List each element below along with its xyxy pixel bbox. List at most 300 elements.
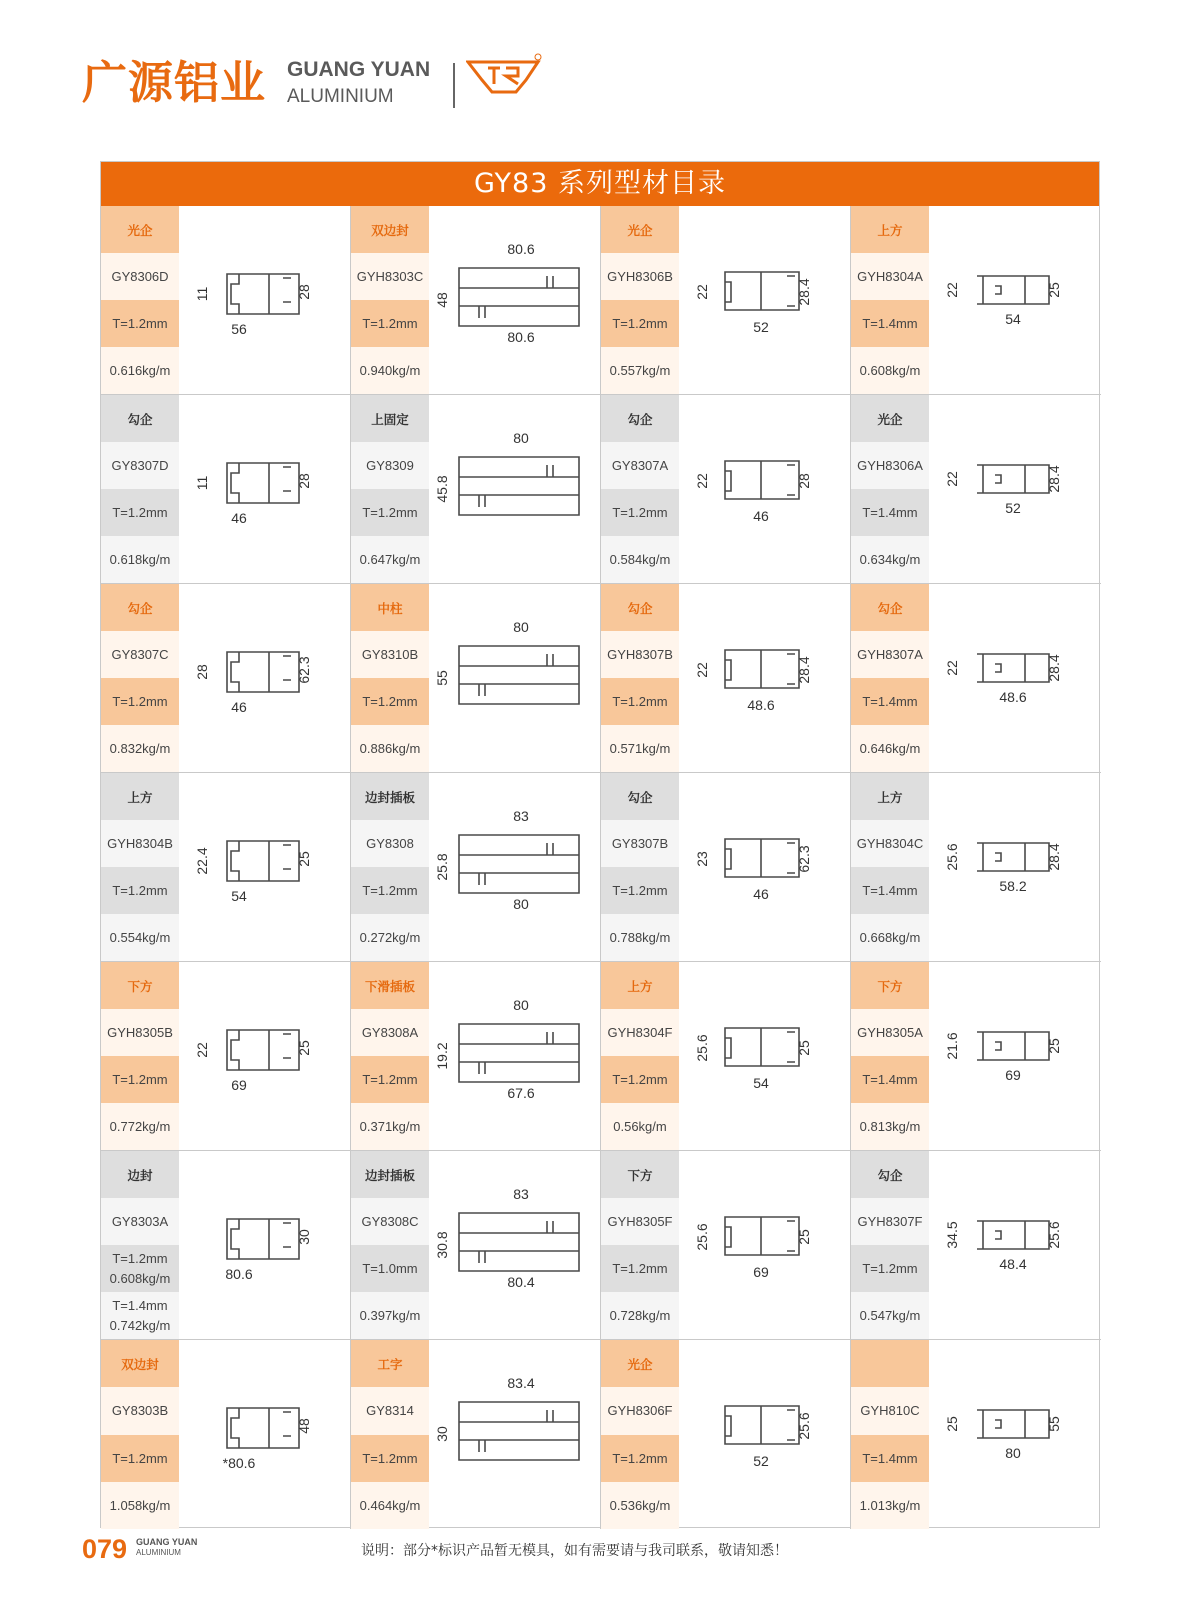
dimension-label: *80.6 <box>222 1455 256 1471</box>
profile-thickness: T=1.2mm <box>351 1435 429 1482</box>
profile-thickness: T=1.4mm <box>851 489 929 536</box>
profile-thickness: T=1.2mm <box>101 678 179 725</box>
profile-code: GY8307A <box>601 442 679 489</box>
profile-name: 勾企 <box>851 1151 929 1198</box>
dimension-label: 48 <box>296 1418 312 1434</box>
profile-code: GYH8304C <box>851 820 929 867</box>
profile-code: GYH8307A <box>851 631 929 678</box>
profile-card <box>851 1340 1101 1529</box>
brand-name-cn: 广源铝业 <box>82 56 267 109</box>
profile-card <box>601 962 851 1151</box>
profile-thickness: T=1.2mm <box>601 489 679 536</box>
profile-code: GY8307C <box>101 631 179 678</box>
profile-code: GY8310B <box>351 631 429 678</box>
dimension-label: 25 <box>796 1229 812 1245</box>
profile-section-diagram <box>679 962 851 1150</box>
profile-info <box>351 1340 429 1529</box>
profile-name: 下方 <box>851 962 929 1009</box>
dimension-label: 80.6 <box>507 329 535 345</box>
profile-outline <box>227 1408 299 1448</box>
dimension-label: 23 <box>694 851 710 867</box>
profile-outline <box>459 268 579 326</box>
profile-drawing <box>429 962 600 1150</box>
profile-outline <box>227 652 299 692</box>
profile-card <box>851 584 1101 773</box>
profile-weight: 0.571kg/m <box>601 725 679 772</box>
profile-thickness: T=1.2mm <box>351 1056 429 1103</box>
profile-drawing <box>179 395 350 583</box>
dimension-label: 69 <box>753 1264 769 1280</box>
profile-section-diagram <box>679 1151 851 1339</box>
dimension-label: 80 <box>513 619 529 635</box>
profile-thickness-alt: T=1.4mm <box>112 1297 168 1313</box>
profile-name: 双边封 <box>351 206 429 253</box>
dimension-label: 83 <box>513 1186 529 1202</box>
profile-card <box>601 1151 851 1340</box>
profile-info <box>601 1151 679 1339</box>
dimension-label: 48.6 <box>999 689 1027 705</box>
profile-info <box>101 1340 179 1529</box>
profile-outline <box>725 461 799 499</box>
profile-drawing <box>429 1151 600 1339</box>
dimension-label: 22.4 <box>194 847 210 875</box>
profile-info <box>101 1151 179 1339</box>
dimension-label: 25.6 <box>694 1034 710 1062</box>
dimension-label: 28 <box>296 473 312 489</box>
profile-code: GY8308A <box>351 1009 429 1056</box>
profile-card <box>351 773 601 962</box>
profile-thickness: T=1.2mm <box>112 1250 168 1266</box>
profile-card <box>601 773 851 962</box>
dimension-label: 54 <box>1005 311 1021 327</box>
dimension-label: 28.4 <box>1046 843 1062 871</box>
profile-section-diagram <box>679 1340 851 1528</box>
profile-outline <box>725 1406 799 1444</box>
profile-section-diagram <box>179 584 351 772</box>
profile-weight: 0.397kg/m <box>351 1292 429 1339</box>
profile-thickness: T=1.4mm <box>851 1056 929 1103</box>
profile-weight: 0.832kg/m <box>101 725 179 772</box>
dimension-label: 62.3 <box>296 656 312 684</box>
profile-name: 勾企 <box>101 395 179 442</box>
profile-weight: 0.886kg/m <box>351 725 429 772</box>
profile-card <box>851 1151 1101 1340</box>
profile-thickness: T=1.4mm <box>851 678 929 725</box>
profile-weight: 0.772kg/m <box>101 1103 179 1150</box>
profile-outline <box>227 1030 299 1070</box>
profile-weight: 0.647kg/m <box>351 536 429 583</box>
profile-code: GY8303A <box>101 1198 179 1245</box>
profile-weight: 0.634kg/m <box>851 536 929 583</box>
profile-info <box>601 1340 679 1529</box>
profile-section-diagram <box>429 206 601 394</box>
profile-section-diagram <box>929 584 1101 772</box>
footer-brand-sub: ALUMINIUM <box>136 1548 181 1557</box>
profile-code: GYH8307F <box>851 1198 929 1245</box>
dimension-label: 25.6 <box>1046 1221 1062 1249</box>
dimension-label: 52 <box>753 1453 769 1469</box>
dimension-label: 22 <box>694 473 710 489</box>
profile-drawing <box>679 1151 850 1339</box>
profile-drawing <box>679 206 850 394</box>
profile-code: GY8308C <box>351 1198 429 1245</box>
profile-section-diagram <box>929 1340 1101 1528</box>
profile-code: GY8303B <box>101 1387 179 1434</box>
profile-section-diagram <box>679 395 851 583</box>
dimension-label: 22 <box>944 660 960 676</box>
profile-code: GYH8305F <box>601 1198 679 1245</box>
dimension-label: 28.4 <box>796 656 812 684</box>
profile-weight: 0.536kg/m <box>601 1482 679 1529</box>
profile-weight: 0.554kg/m <box>101 914 179 961</box>
profile-outline <box>977 276 1049 304</box>
profile-outline <box>977 843 1049 871</box>
profile-info <box>351 395 429 583</box>
profile-weight: 0.464kg/m <box>351 1482 429 1529</box>
dimension-label: 28 <box>796 473 812 489</box>
profile-card <box>851 395 1101 584</box>
dimension-label: 34.5 <box>944 1221 960 1249</box>
dimension-label: 80.6 <box>507 241 535 257</box>
profile-thickness: T=1.2mm <box>601 867 679 914</box>
profile-drawing <box>179 962 350 1150</box>
profile-code: GYH8304F <box>601 1009 679 1056</box>
dimension-label: 22 <box>944 282 960 298</box>
profile-section-diagram <box>179 962 351 1150</box>
profile-section-diagram <box>929 206 1101 394</box>
profile-section-diagram <box>929 962 1101 1150</box>
profile-card <box>851 962 1101 1151</box>
profile-outline <box>977 1221 1049 1249</box>
profile-name: 光企 <box>101 206 179 253</box>
profile-card <box>351 1340 601 1529</box>
profile-outline <box>459 1402 579 1460</box>
profile-spec-1 <box>101 1245 179 1292</box>
profile-thickness: T=1.2mm <box>101 867 179 914</box>
profile-grid <box>101 206 1099 1529</box>
profile-section-diagram <box>929 395 1101 583</box>
profile-weight: 0.728kg/m <box>601 1292 679 1339</box>
dimension-label: 69 <box>1005 1067 1021 1083</box>
profile-drawing <box>179 1340 350 1529</box>
profile-info <box>851 1151 929 1339</box>
profile-card <box>351 206 601 395</box>
profile-card <box>351 962 601 1151</box>
profile-name: 勾企 <box>601 773 679 820</box>
footer-brand: GUANG YUAN <box>136 1537 198 1547</box>
dimension-label: 28.4 <box>796 278 812 306</box>
logo-divider <box>453 63 455 108</box>
gy-logo-icon <box>466 52 546 102</box>
dimension-label: 46 <box>753 508 769 524</box>
profile-section-diagram <box>179 1340 351 1528</box>
profile-code: GYH8305B <box>101 1009 179 1056</box>
dimension-label: 19.2 <box>434 1042 450 1070</box>
profile-drawing <box>179 1151 350 1339</box>
dimension-label: 80 <box>513 430 529 446</box>
profile-thickness: T=1.4mm <box>851 1435 929 1482</box>
dimension-label: 56 <box>231 321 247 337</box>
dimension-label: 45.8 <box>434 475 450 503</box>
dimension-label: 80.6 <box>225 1266 253 1282</box>
profile-name: 上固定 <box>351 395 429 442</box>
profile-code: GYH8306F <box>601 1387 679 1434</box>
dimension-label: 83.4 <box>507 1375 535 1391</box>
profile-name: 边封插板 <box>351 773 429 820</box>
profile-outline <box>227 841 299 881</box>
profile-outline <box>227 1219 299 1259</box>
dimension-label: 30.8 <box>434 1231 450 1259</box>
dimension-label: 28.4 <box>1046 465 1062 493</box>
profile-name: 勾企 <box>101 584 179 631</box>
profile-weight: 0.940kg/m <box>351 347 429 394</box>
profile-section-diagram <box>429 962 601 1150</box>
dimension-label: 30 <box>296 1229 312 1245</box>
dimension-label: 83 <box>513 808 529 824</box>
profile-drawing <box>929 962 1101 1150</box>
profile-thickness: T=1.2mm <box>601 300 679 347</box>
brand-name-en-sub: ALUMINIUM <box>287 86 394 107</box>
dimension-label: 46 <box>231 699 247 715</box>
brand-name-en: GUANG YUAN <box>287 58 431 81</box>
profile-thickness: T=1.4mm <box>851 300 929 347</box>
profile-thickness: T=1.2mm <box>101 1056 179 1103</box>
profile-section-diagram <box>679 584 851 772</box>
profile-thickness: T=1.0mm <box>351 1245 429 1292</box>
profile-card <box>851 206 1101 395</box>
profile-info <box>351 962 429 1150</box>
profile-section-diagram <box>179 395 351 583</box>
profile-section-diagram <box>679 206 851 394</box>
dimension-label: 55 <box>434 670 450 686</box>
profile-info <box>351 773 429 961</box>
dimension-label: 25.6 <box>944 843 960 871</box>
dimension-label: 25 <box>1046 282 1062 298</box>
profile-thickness: T=1.2mm <box>601 1435 679 1482</box>
profile-code: GYH8306A <box>851 442 929 489</box>
profile-section-diagram <box>929 1151 1101 1339</box>
profile-name: 工字 <box>351 1340 429 1387</box>
profile-section-diagram <box>179 206 351 394</box>
profile-weight: 0.668kg/m <box>851 914 929 961</box>
dimension-label: 46 <box>753 886 769 902</box>
dimension-label: 67.6 <box>507 1085 535 1101</box>
profile-info <box>101 962 179 1150</box>
profile-name: 中柱 <box>351 584 429 631</box>
profile-name: 勾企 <box>851 584 929 631</box>
profile-info <box>351 584 429 772</box>
dimension-label: 80.4 <box>507 1274 535 1290</box>
profile-card <box>101 962 351 1151</box>
profile-section-diagram <box>679 773 851 961</box>
dimension-label: 58.2 <box>999 878 1027 894</box>
dimension-label: 28.4 <box>1046 654 1062 682</box>
profile-weight: 0.608kg/m <box>851 347 929 394</box>
profile-weight-alt: 0.742kg/m <box>109 1317 171 1333</box>
dimension-label: 55 <box>1046 1416 1062 1432</box>
profile-card <box>101 206 351 395</box>
profile-drawing <box>929 1151 1101 1339</box>
profile-thickness: T=1.2mm <box>351 678 429 725</box>
profile-info <box>101 773 179 961</box>
dimension-label: 54 <box>231 888 247 904</box>
profile-outline <box>725 839 799 877</box>
profile-info <box>101 584 179 772</box>
profile-code: GY8308 <box>351 820 429 867</box>
profile-outline <box>977 465 1049 493</box>
profile-weight: 0.608kg/m <box>109 1270 171 1286</box>
profile-code: GYH810C <box>851 1387 929 1434</box>
profile-name: 下滑插板 <box>351 962 429 1009</box>
footer-note: 说明：部分*标识产品暂无模具，如有需要请与我司联系，敬请知悉！ <box>361 1543 788 1559</box>
profile-drawing <box>679 773 850 961</box>
profile-section-diagram <box>429 1340 601 1528</box>
profile-weight: 0.56kg/m <box>601 1103 679 1150</box>
page-number: 079 <box>82 1534 128 1564</box>
profile-info <box>851 206 929 394</box>
catalog-title: GY83 系列型材目录 <box>101 162 1099 206</box>
profile-thickness: T=1.4mm <box>851 867 929 914</box>
profile-outline <box>459 835 579 893</box>
dimension-label: 48.6 <box>747 697 775 713</box>
dimension-label: 28 <box>296 284 312 300</box>
profile-drawing <box>429 1340 600 1529</box>
profile-outline <box>227 463 299 503</box>
profile-name: 光企 <box>601 1340 679 1387</box>
profile-weight: 0.272kg/m <box>351 914 429 961</box>
dimension-label: 11 <box>194 475 210 491</box>
profile-name: 光企 <box>851 395 929 442</box>
profile-code: GYH8307B <box>601 631 679 678</box>
profile-name: 下方 <box>601 1151 679 1198</box>
dimension-label: 80 <box>513 997 529 1013</box>
dimension-label: 25 <box>944 1416 960 1432</box>
profile-name: 边封插板 <box>351 1151 429 1198</box>
profile-card <box>101 773 351 962</box>
dimension-label: 25.8 <box>434 853 450 881</box>
profile-info <box>601 584 679 772</box>
profile-weight: 0.813kg/m <box>851 1103 929 1150</box>
profile-section-diagram <box>179 1151 351 1339</box>
profile-thickness: T=1.2mm <box>601 1056 679 1103</box>
profile-outline <box>459 1213 579 1271</box>
profile-info <box>601 773 679 961</box>
profile-drawing <box>429 584 600 772</box>
profile-drawing <box>929 1340 1101 1529</box>
dimension-label: 48 <box>434 292 450 308</box>
profile-section-diagram <box>429 395 601 583</box>
profile-card <box>101 1340 351 1529</box>
dimension-label: 48.4 <box>999 1256 1027 1272</box>
profile-weight: 0.618kg/m <box>101 536 179 583</box>
profile-code: GY8309 <box>351 442 429 489</box>
profile-card <box>851 773 1101 962</box>
profile-outline <box>977 654 1049 682</box>
dimension-label: 21.6 <box>944 1032 960 1060</box>
profile-card <box>601 206 851 395</box>
dimension-label: 25.6 <box>796 1412 812 1440</box>
profile-outline <box>977 1032 1049 1060</box>
profile-outline <box>227 274 299 314</box>
profile-code: GYH8305A <box>851 1009 929 1056</box>
profile-outline <box>725 272 799 310</box>
dimension-label: 52 <box>753 319 769 335</box>
profile-outline <box>977 1410 1049 1438</box>
profile-code: GY8314 <box>351 1387 429 1434</box>
profile-card <box>601 395 851 584</box>
profile-thickness: T=1.2mm <box>351 489 429 536</box>
profile-info <box>601 395 679 583</box>
profile-card <box>101 395 351 584</box>
dimension-label: 25 <box>796 1040 812 1056</box>
profile-thickness: T=1.2mm <box>351 300 429 347</box>
profile-code: GY8307B <box>601 820 679 867</box>
profile-drawing <box>929 395 1101 583</box>
profile-card <box>101 584 351 773</box>
profile-info <box>851 584 929 772</box>
profile-weight: 0.616kg/m <box>101 347 179 394</box>
profile-drawing <box>679 584 850 772</box>
profile-info <box>851 962 929 1150</box>
profile-info <box>351 206 429 394</box>
profile-weight: 0.547kg/m <box>851 1292 929 1339</box>
profile-card <box>351 395 601 584</box>
profile-card <box>351 584 601 773</box>
profile-name: 下方 <box>101 962 179 1009</box>
dimension-label: 80 <box>1005 1445 1021 1461</box>
profile-catalog <box>100 161 1100 1528</box>
profile-name: 上方 <box>851 206 929 253</box>
profile-info <box>851 773 929 961</box>
profile-name: 上方 <box>601 962 679 1009</box>
profile-outline <box>725 1217 799 1255</box>
profile-card <box>351 1151 601 1340</box>
profile-name: 上方 <box>851 773 929 820</box>
profile-section-diagram <box>179 773 351 961</box>
profile-drawing <box>929 773 1101 961</box>
profile-info <box>351 1151 429 1339</box>
dimension-label: 28 <box>194 664 210 680</box>
profile-section-diagram <box>429 773 601 961</box>
dimension-label: 22 <box>944 471 960 487</box>
profile-card <box>601 584 851 773</box>
profile-drawing <box>929 584 1101 772</box>
profile-thickness: T=1.2mm <box>351 867 429 914</box>
profile-drawing <box>429 206 600 394</box>
profile-section-diagram <box>929 773 1101 961</box>
profile-name: 勾企 <box>601 395 679 442</box>
profile-weight: 0.557kg/m <box>601 347 679 394</box>
profile-drawing <box>429 395 600 583</box>
profile-drawing <box>679 962 850 1150</box>
profile-code: GYH8304B <box>101 820 179 867</box>
profile-weight: 1.013kg/m <box>851 1482 929 1529</box>
profile-weight: 0.646kg/m <box>851 725 929 772</box>
profile-name: 上方 <box>101 773 179 820</box>
dimension-label: 22 <box>694 284 710 300</box>
profile-thickness: T=1.2mm <box>101 1435 179 1482</box>
profile-weight: 0.371kg/m <box>351 1103 429 1150</box>
dimension-label: 52 <box>1005 500 1021 516</box>
dimension-label: 80 <box>513 896 529 912</box>
profile-code: GY8306D <box>101 253 179 300</box>
profile-name <box>851 1340 929 1387</box>
dimension-label: 62.3 <box>796 845 812 873</box>
dimension-label: 22 <box>694 662 710 678</box>
profile-card <box>601 1340 851 1529</box>
profile-outline <box>459 457 579 515</box>
profile-section-diagram <box>429 584 601 772</box>
